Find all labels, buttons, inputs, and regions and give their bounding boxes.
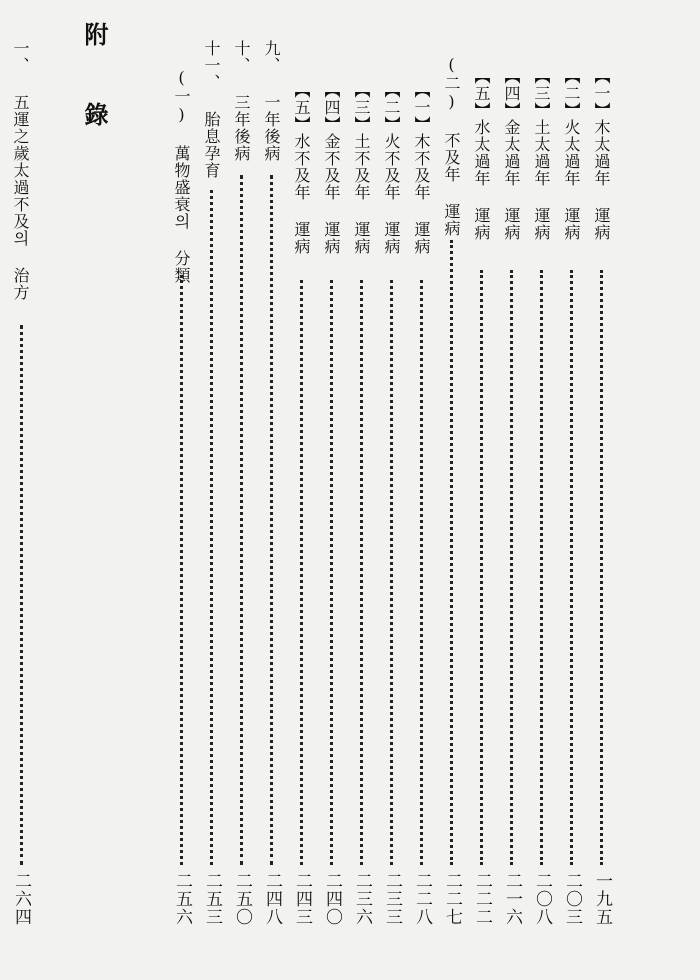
appendix-title-char-1: 附 xyxy=(80,22,109,46)
toc-leader-10 xyxy=(330,280,337,865)
toc-leader-12 xyxy=(270,175,277,865)
toc-leader-11 xyxy=(300,280,307,865)
toc-page-15: 二五六 xyxy=(172,872,192,926)
toc-leader-6 xyxy=(450,240,457,865)
toc-entry-6[interactable]: (二) 不及年 運病 xyxy=(442,55,461,237)
toc-entry-main[interactable]: 一、 五運之歲太過不及의 治方 xyxy=(11,40,30,301)
toc-page-14: 二五三 xyxy=(202,872,222,926)
toc-leader-14 xyxy=(210,190,217,865)
toc-leader-9 xyxy=(360,280,367,865)
toc-page-10: 二四〇 xyxy=(322,872,342,926)
toc-page-8: 二三三 xyxy=(382,872,402,926)
toc-page-main: 二六四 xyxy=(11,872,31,926)
toc-page-1: 一九五 xyxy=(592,872,612,926)
toc-leader-15 xyxy=(180,275,187,865)
toc-page-2: 二〇三 xyxy=(562,872,582,926)
toc-entry-13[interactable]: 十、 三年後病 xyxy=(232,40,251,162)
toc-entry-7[interactable]: 【一】木不及年 運病 xyxy=(412,82,431,255)
toc-leader-2 xyxy=(570,270,577,865)
toc-leader-8 xyxy=(390,280,397,865)
toc-entry-14[interactable]: 十一、 胎息孕育 xyxy=(202,40,221,179)
toc-entry-10[interactable]: 【四】金不及年 運病 xyxy=(322,82,341,255)
toc-entry-1[interactable]: 【一】木太過年 運病 xyxy=(592,68,611,241)
toc-leader-13 xyxy=(240,175,247,865)
toc-leader-1 xyxy=(600,270,607,865)
toc-entry-2[interactable]: 【二】火太過年 運病 xyxy=(562,68,581,241)
toc-entry-8[interactable]: 【二】火不及年 運病 xyxy=(382,82,401,255)
toc-leader-7 xyxy=(420,280,427,865)
toc-page-9: 二三六 xyxy=(352,872,372,926)
toc-page-13: 二五〇 xyxy=(232,872,252,926)
toc-page-6: 二二七 xyxy=(442,872,462,926)
toc-entry-12[interactable]: 九、 一年後病 xyxy=(262,40,281,162)
toc-page-5: 二二二 xyxy=(472,872,492,926)
toc-leader-5 xyxy=(480,270,487,865)
toc-entry-15[interactable]: (一) 萬物盛衰의 分類 xyxy=(172,68,191,284)
toc-page-3: 二〇八 xyxy=(532,872,552,926)
toc-entry-11[interactable]: 【五】水不及年 運病 xyxy=(292,82,311,255)
toc-page-12: 二四八 xyxy=(262,872,282,926)
appendix-title-char-2: 錄 xyxy=(80,102,109,126)
toc-page-7: 二二八 xyxy=(412,872,432,926)
toc-leader-4 xyxy=(510,270,517,865)
toc-page-4: 二一六 xyxy=(502,872,522,926)
toc-entry-9[interactable]: 【三】土不及年 運病 xyxy=(352,82,371,255)
toc-leader-3 xyxy=(540,270,547,865)
toc-page-11: 二四三 xyxy=(292,872,312,926)
toc-entry-5[interactable]: 【五】水太過年 運病 xyxy=(472,68,491,241)
toc-leader-main xyxy=(20,325,27,865)
toc-entry-4[interactable]: 【四】金太過年 運病 xyxy=(502,68,521,241)
toc-entry-3[interactable]: 【三】土太過年 運病 xyxy=(532,68,551,241)
